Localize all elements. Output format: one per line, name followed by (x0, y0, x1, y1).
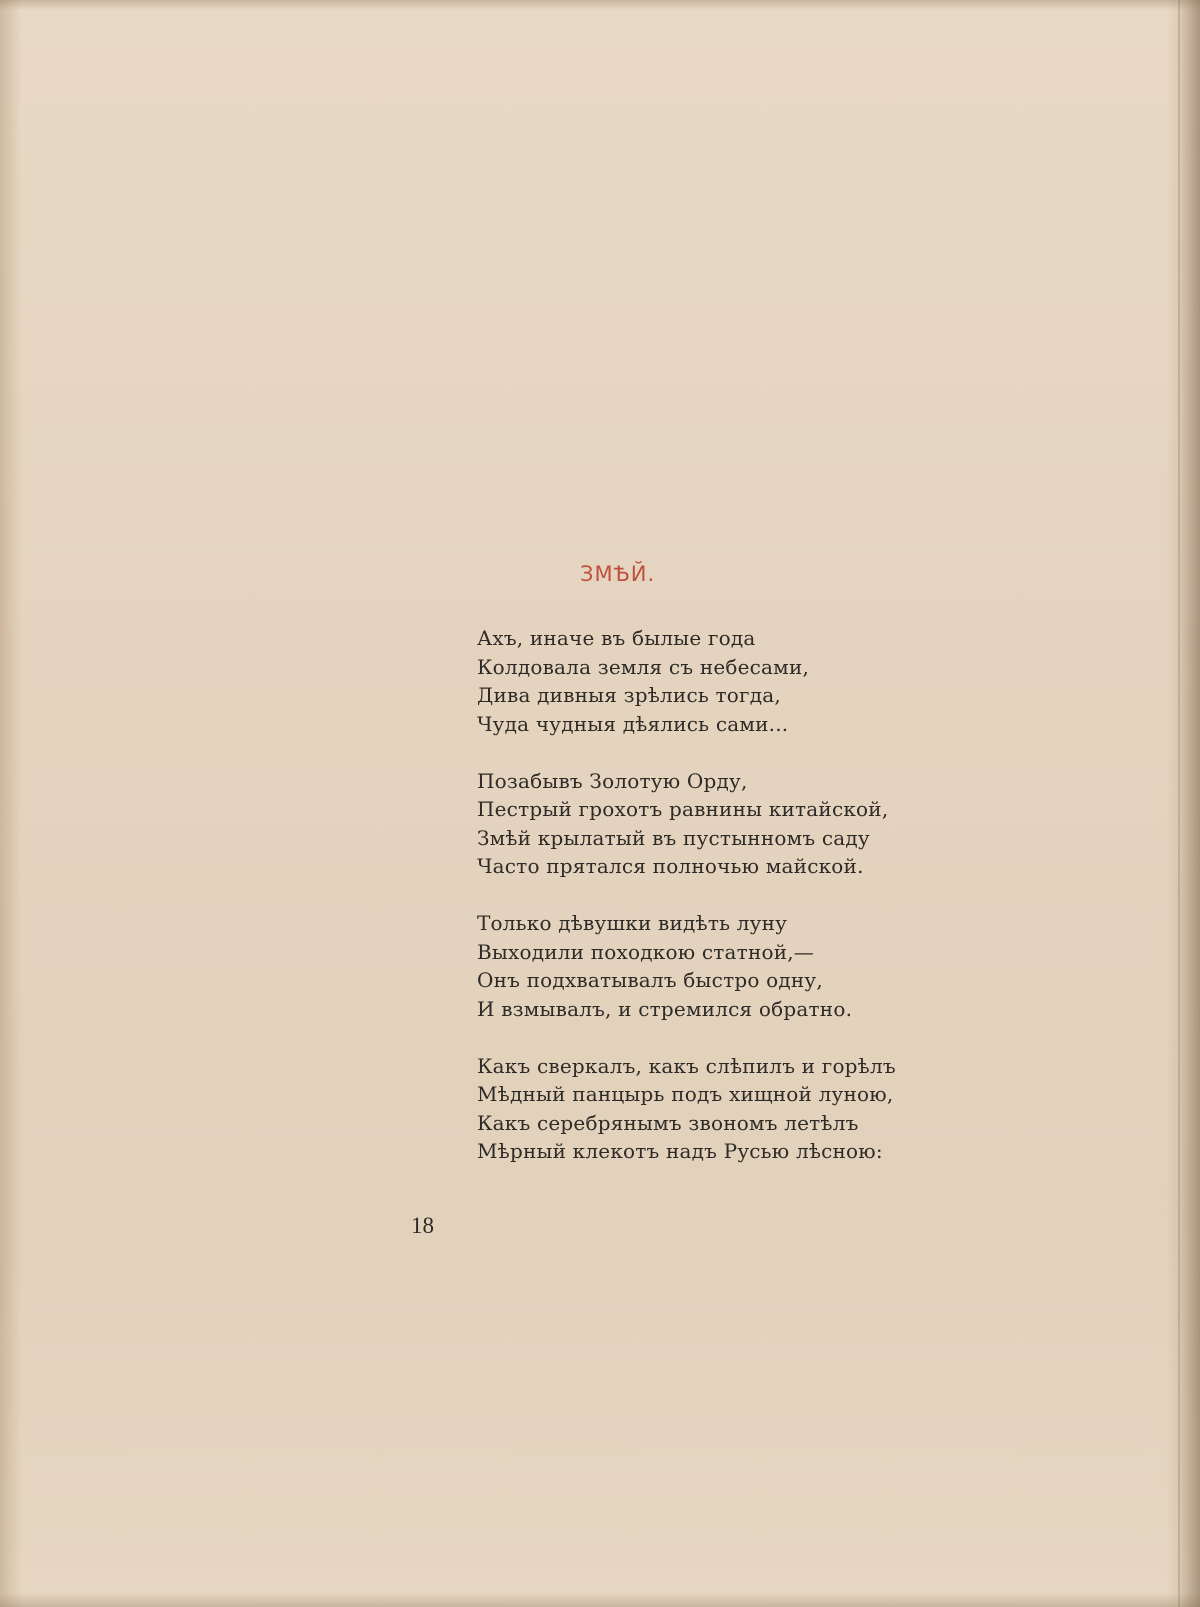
page-fold-line (1178, 0, 1180, 1607)
poem-line: Онъ подхватывалъ быстро одну, (477, 968, 823, 992)
poem-line: Дива дивныя зрѣлись тогда, (477, 683, 781, 707)
poem-line: Мѣрный клекотъ надъ Русью лѣсною: (477, 1139, 883, 1163)
poem-line: И взмывалъ, и стремился обратно. (477, 996, 853, 1021)
poem-line: Только дѣвушки видѣть луну (477, 911, 788, 935)
poem-line: Мѣдный панцырь подъ хищной луною, (477, 1082, 894, 1106)
poem-line: Позабывъ Золотую Орду, (477, 768, 748, 793)
page-number: 18 (411, 1213, 434, 1238)
poem-body (477, 624, 937, 1194)
poem-line: Змѣй крылатый въ пустынномъ саду (477, 825, 870, 850)
poem-line: Пестрый грохотъ равнины китайской, (477, 797, 889, 821)
poem-line: Часто прятался полночью майской. (477, 854, 864, 878)
stanza-1 (477, 624, 937, 738)
page-bottom-edge (0, 1593, 1200, 1607)
poem-line: Чуда чудныя дѣялись сами... (477, 711, 789, 736)
stanza-4 (477, 1052, 937, 1166)
poem-line: Какъ сверкалъ, какъ слѣпилъ и горѣлъ (477, 1053, 896, 1078)
poem-line: Ахъ, иначе въ былые года (477, 626, 756, 650)
poem-line: Выходили походкою статной,— (477, 939, 815, 964)
poem-title: ЗМѢЙ. (580, 562, 656, 586)
poem-line: Какъ серебрянымъ звономъ летѣлъ (477, 1110, 859, 1135)
stanza-2 (477, 767, 937, 881)
stanza-3 (477, 909, 937, 1023)
page-top-edge (0, 0, 1200, 10)
poem-line: Колдовала земля съ небесами, (477, 654, 810, 679)
